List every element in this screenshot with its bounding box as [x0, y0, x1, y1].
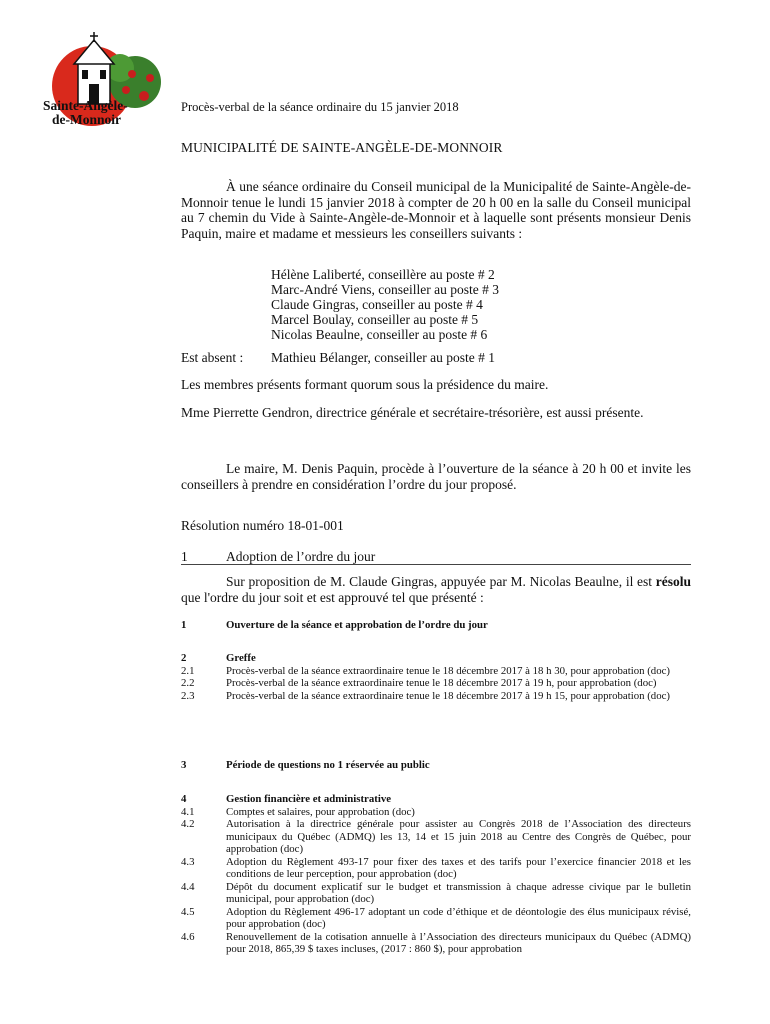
- subitem-text: Adoption du Règlement 493-17 pour fixer des taxes et des tarifs pour l’exercice financier 2018 et les conditions de leur perception, pour approbation (doc): [226, 855, 691, 880]
- director-paragraph: Mme Pierrette Gendron, directrice générale et secrétaire-trésorière, est aussi présente.: [181, 405, 644, 420]
- section-title: Greffe: [226, 652, 256, 664]
- subitem-number: 2.3: [181, 689, 195, 702]
- absent-label: Est absent :: [181, 350, 244, 365]
- agenda-subitem: [181, 677, 691, 690]
- agenda-item-title: Adoption de l’ordre du jour: [226, 549, 376, 564]
- attendee-item: Claude Gingras, conseiller au poste # 4: [271, 297, 483, 312]
- subitem-number: 2.2: [181, 677, 195, 689]
- section-number: 4: [181, 793, 187, 805]
- agenda-item-number: 1: [181, 549, 188, 564]
- agenda-subitem: [181, 806, 691, 819]
- proposal-text-end: que l'ordre du jour soit et est approuvé tel que présenté :: [181, 589, 484, 605]
- agenda-subitem: [181, 665, 691, 678]
- subitem-text: Procès-verbal de la séance extraordinaire tenue le 18 décembre 2017 à 19 h, pour approbation (doc): [226, 677, 657, 689]
- subitem-number: 4.5: [181, 905, 195, 918]
- agenda-subitem: [181, 690, 691, 703]
- agenda-item-heading: [181, 549, 691, 565]
- subitem-number: 4.4: [181, 880, 195, 893]
- resolution-number: Résolution numéro 18-01-001: [181, 518, 344, 533]
- section-title: Période de questions no 1 réservée au public: [226, 759, 430, 771]
- agenda-subitem: [181, 818, 691, 856]
- municipality-logo: [40, 30, 166, 126]
- absent-value: Mathieu Bélanger, conseiller au poste # 1: [271, 350, 496, 365]
- subitem-number: 4.2: [181, 818, 195, 830]
- resolved-word: résolu: [655, 574, 691, 589]
- agenda-subitem: [181, 856, 691, 881]
- subitem-text: Dépôt du document explicatif sur le budget et transmission à chaque adresse civique par le bulletin municipal, pour approbation (doc): [226, 880, 691, 905]
- section-number: 1: [181, 619, 187, 631]
- subitem-text: Adoption du Règlement 496-17 adoptant un code d’éthique et de déontologie des élus municipaux révisé, pour approbation (doc): [226, 905, 691, 930]
- agenda-section-4: [181, 793, 691, 956]
- proposal-text-start: Sur proposition de M. Claude Gingras, appuyée par M. Nicolas Beaulne, il est: [226, 574, 656, 589]
- subitem-text: Comptes et salaires, pour approbation (doc): [226, 805, 415, 818]
- attendee-item: Nicolas Beaulne, conseiller au poste # 6: [271, 327, 488, 342]
- agenda-subitem: [181, 906, 691, 931]
- logo-text-line2: de-Monnoir: [52, 112, 121, 126]
- subitem-number: 4.6: [181, 930, 195, 943]
- attendees-list: [271, 267, 499, 342]
- subitem-number: 4.3: [181, 855, 195, 868]
- subitem-text: Procès-verbal de la séance extraordinaire tenue le 18 décembre 2017 à 19 h 15, pour approbation (doc): [226, 689, 670, 702]
- section-number: 3: [181, 759, 187, 771]
- agenda-section-3: [181, 759, 691, 772]
- subitem-number: 4.1: [181, 805, 195, 818]
- subitem-text: Procès-verbal de la séance extraordinaire tenue le 18 décembre 2017 à 18 h 30, pour approbation (doc): [226, 664, 670, 677]
- attendee-item: Hélène Laliberté, conseillère au poste # 2: [271, 267, 495, 282]
- agenda-subitem: [181, 931, 691, 956]
- subitem-text: Renouvellement de la cotisation annuelle à l’Association des directeurs municipaux du Québec (ADMQ) pour 2018, 865,39 $ taxes incluses, (2017 : 860 $), pour approbation: [226, 930, 691, 955]
- opening-paragraph: Le maire, M. Denis Paquin, procède à l’ouverture de la séance à 20 h 00 et invite les conseillers à prendre en considération l’ordre du jour proposé.: [181, 461, 691, 492]
- document-header: Procès-verbal de la séance ordinaire du 15 janvier 2018: [181, 100, 459, 114]
- quorum-paragraph: Les membres présents formant quorum sous la présidence du maire.: [181, 377, 549, 392]
- section-title: Ouverture de la séance et approbation de l’ordre du jour: [226, 619, 488, 631]
- logo-text-line1: Sainte-Angèle-: [43, 98, 128, 113]
- attendee-item: Marcel Boulay, conseiller au poste # 5: [271, 312, 479, 327]
- church-logo-icon: [40, 30, 166, 126]
- subitem-text: Autorisation à la directrice générale pour assister au Congrès 2018 de l’Association des directeurs municipaux du Québec (ADMQ) les 13, 14 et 15 juin 2018 au Centre des Congrès de Québec, pour approbation (doc): [226, 818, 691, 855]
- agenda-section-1: [181, 619, 691, 632]
- attendee-item: Marc-André Viens, conseiller au poste # 3: [271, 282, 499, 297]
- section-number: 2: [181, 652, 187, 664]
- municipality-title: MUNICIPALITÉ DE SAINTE-ANGÈLE-DE-MONNOIR: [181, 140, 503, 155]
- section-title: Gestion financière et administrative: [226, 793, 392, 805]
- subitem-number: 2.1: [181, 664, 195, 677]
- agenda-section-2: [181, 652, 691, 702]
- agenda-subitem: [181, 881, 691, 906]
- intro-paragraph: À une séance ordinaire du Conseil municipal de la Municipalité de Sainte-Angèle-de-Monnoir tenue le lundi 15 janvier 2018 à compter de 20 h 00 en la salle du Conseil municipal au 7 chemin du Vide à Sainte-Angèle-de-Monnoir et à laquelle sont présents monsieur Denis Paquin, maire et madame et messieurs les conseillers suivants :: [181, 179, 691, 241]
- proposal-paragraph: [181, 574, 691, 605]
